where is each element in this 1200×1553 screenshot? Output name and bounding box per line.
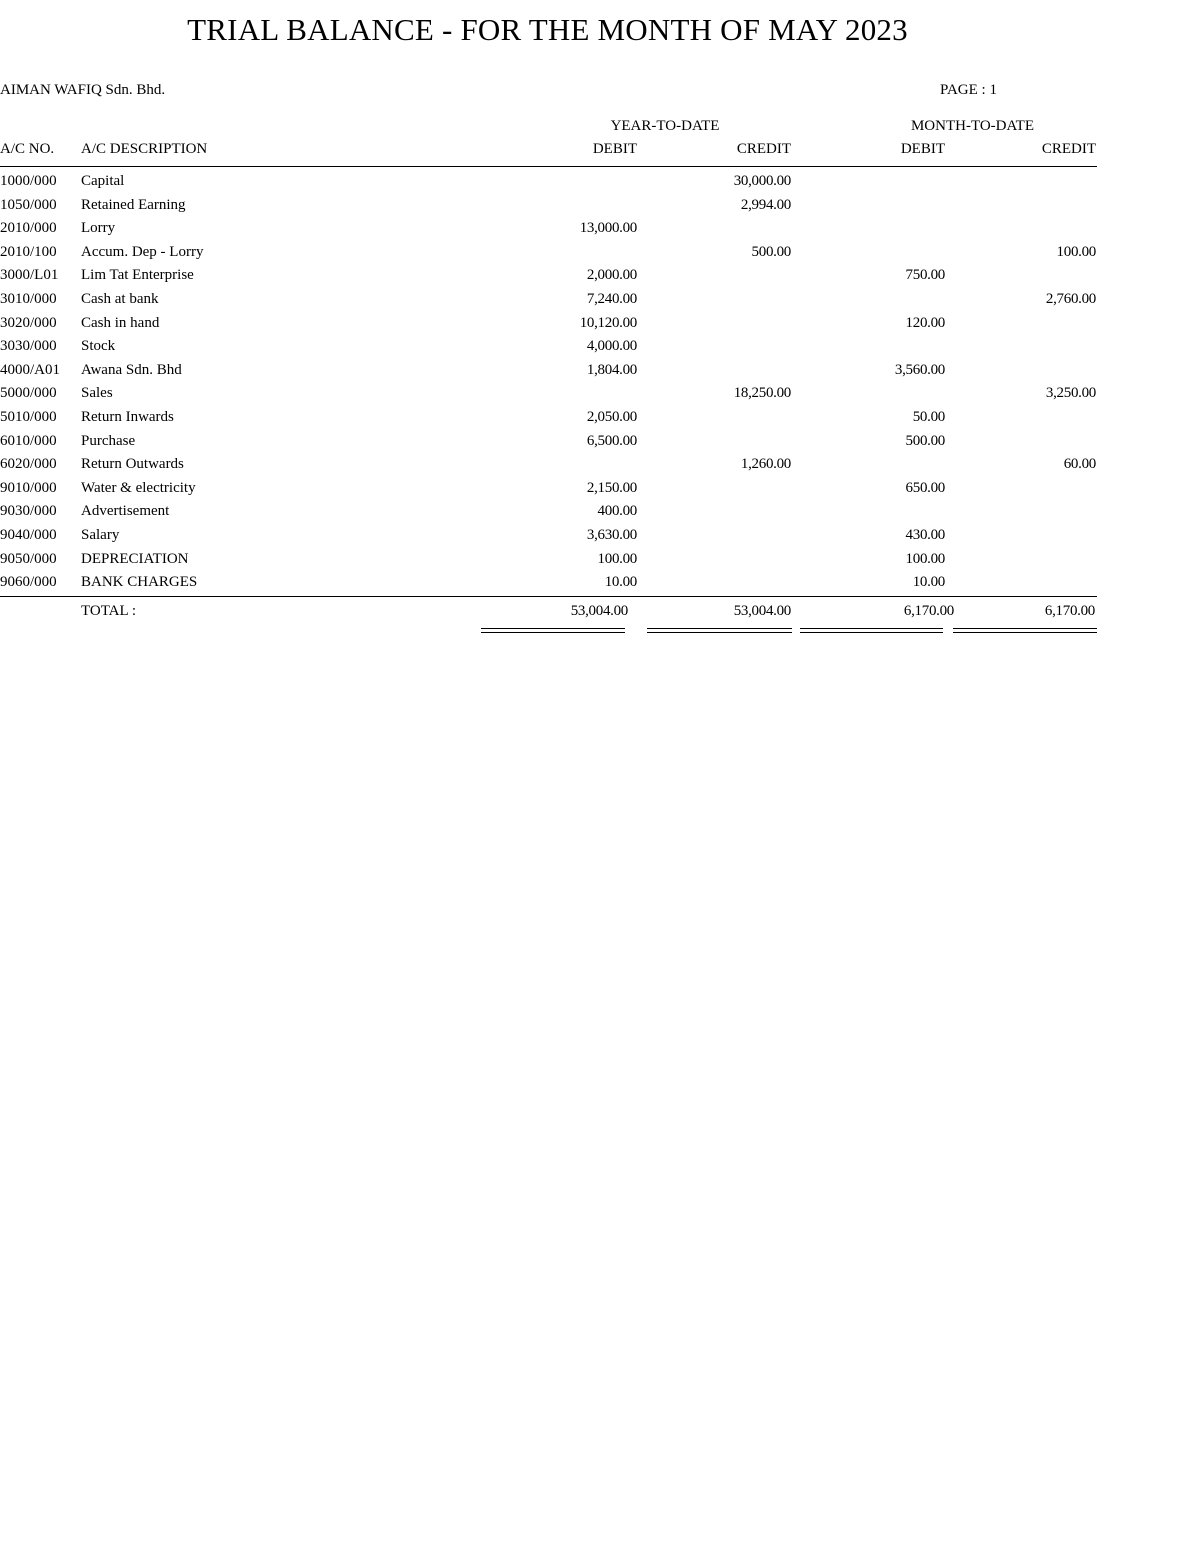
account-number: 9060/000 [0,574,57,591]
ytd-debit: 10,120.00 [579,314,637,331]
account-number: 3030/000 [0,338,57,355]
account-number: 6020/000 [0,456,57,473]
account-description: BANK CHARGES [81,574,198,591]
ytd-credit: 500.00 [751,243,791,260]
total-ytd-debit: 53,004.00 [570,603,628,619]
mtd-debit: 750.00 [905,267,945,284]
column-header-mtd-debit: DEBIT [900,141,945,157]
table-row [0,219,1100,243]
ledger-rows [0,172,1100,597]
year-to-date-group-header: YEAR-TO-DATE [610,118,720,134]
table-row [0,337,1100,361]
mtd-debit: 100.00 [905,550,945,567]
company-name: AIMAN WAFIQ Sdn. Bhd. [0,82,166,98]
double-underline-ytd-credit [647,628,792,633]
table-row [0,172,1100,196]
account-number: 6010/000 [0,432,57,449]
account-description: Sales [81,385,113,402]
account-number: 3020/000 [0,314,57,331]
account-description: Lorry [81,220,116,237]
account-description: Cash at bank [81,290,159,307]
mtd-debit: 650.00 [905,479,945,496]
totals-divider [0,596,1097,597]
account-description: Return Inwards [81,408,174,425]
account-number: 3010/000 [0,290,57,307]
account-number: 2010/100 [0,243,57,260]
account-description: Purchase [81,432,136,449]
mtd-credit: 2,760.00 [1045,290,1096,307]
ytd-debit: 6,500.00 [586,432,637,449]
total-mtd-debit: 6,170.00 [903,603,954,619]
header-divider [0,166,1097,167]
ytd-debit: 2,050.00 [586,408,637,425]
month-to-date-group-header: MONTH-TO-DATE [910,118,1035,134]
totals-row [0,603,1100,625]
table-row [0,526,1100,550]
mtd-credit: 3,250.00 [1045,385,1096,402]
table-row [0,408,1100,432]
account-description: Cash in hand [81,314,160,331]
account-number: 2010/000 [0,220,57,237]
ytd-debit: 13,000.00 [579,220,637,237]
total-label: TOTAL : [81,603,137,619]
mtd-debit: 500.00 [905,432,945,449]
ytd-debit: 1,804.00 [586,361,637,378]
table-row [0,479,1100,503]
table-row [0,455,1100,479]
account-number: 4000/A01 [0,361,60,378]
table-row [0,243,1100,267]
table-row [0,314,1100,338]
table-row [0,361,1100,385]
account-number: 5010/000 [0,408,57,425]
ytd-debit: 4,000.00 [586,338,637,355]
mtd-debit: 120.00 [905,314,945,331]
mtd-debit: 50.00 [912,408,945,425]
ytd-credit: 2,994.00 [740,196,791,213]
ytd-debit: 100.00 [597,550,637,567]
account-number: 9040/000 [0,526,57,543]
ytd-credit: 1,260.00 [740,456,791,473]
double-underline-mtd-debit [800,628,943,633]
ytd-debit: 2,150.00 [586,479,637,496]
ytd-debit: 400.00 [597,503,637,520]
ytd-debit: 7,240.00 [586,290,637,307]
column-header-ytd-debit: DEBIT [592,141,637,157]
mtd-credit: 100.00 [1056,243,1096,260]
account-description: Retained Earning [81,196,186,213]
column-header-ac-description: A/C DESCRIPTION [81,141,208,157]
account-description: Accum. Dep - Lorry [81,243,204,260]
total-ytd-credit: 53,004.00 [733,603,791,619]
ytd-debit: 3,630.00 [586,526,637,543]
account-description: Advertisement [81,503,170,520]
account-description: Water & electricity [81,479,196,496]
double-underline-ytd-debit [481,628,625,633]
table-row [0,384,1100,408]
table-row [0,502,1100,526]
account-number: 3000/L01 [0,267,59,284]
column-header-ac-no: A/C NO. [0,141,55,157]
table-row [0,196,1100,220]
column-header-mtd-credit: CREDIT [1041,141,1096,157]
account-number: 1050/000 [0,196,57,213]
ytd-debit: 10.00 [604,574,637,591]
ytd-debit: 2,000.00 [586,267,637,284]
ytd-credit: 30,000.00 [733,173,791,189]
account-number: 5000/000 [0,385,57,402]
mtd-debit: 10.00 [912,574,945,591]
account-number: 9010/000 [0,479,57,496]
table-row [0,266,1100,290]
column-header-ytd-credit: CREDIT [736,141,791,157]
mtd-credit: 60.00 [1063,456,1096,473]
account-description: Lim Tat Enterprise [81,267,194,284]
total-mtd-credit: 6,170.00 [1044,603,1095,619]
table-row [0,573,1100,597]
account-number: 9030/000 [0,503,57,520]
account-description: Stock [81,338,116,355]
account-description: Return Outwards [81,456,184,473]
account-number: 9050/000 [0,550,57,567]
account-description: Awana Sdn. Bhd [81,361,182,378]
account-number: 1000/000 [0,173,57,189]
account-description: Salary [81,526,120,543]
account-description: DEPRECIATION [81,550,189,567]
table-row [0,550,1100,574]
page-number: PAGE : 1 [940,82,997,98]
report-title: TRIAL BALANCE - FOR THE MONTH OF MAY 2023 [187,12,908,47]
account-description: Capital [81,173,125,189]
double-underline-mtd-credit [953,628,1097,633]
ytd-credit: 18,250.00 [733,385,791,402]
mtd-debit: 3,560.00 [894,361,945,378]
table-row [0,290,1100,314]
table-row [0,432,1100,456]
mtd-debit: 430.00 [905,526,945,543]
